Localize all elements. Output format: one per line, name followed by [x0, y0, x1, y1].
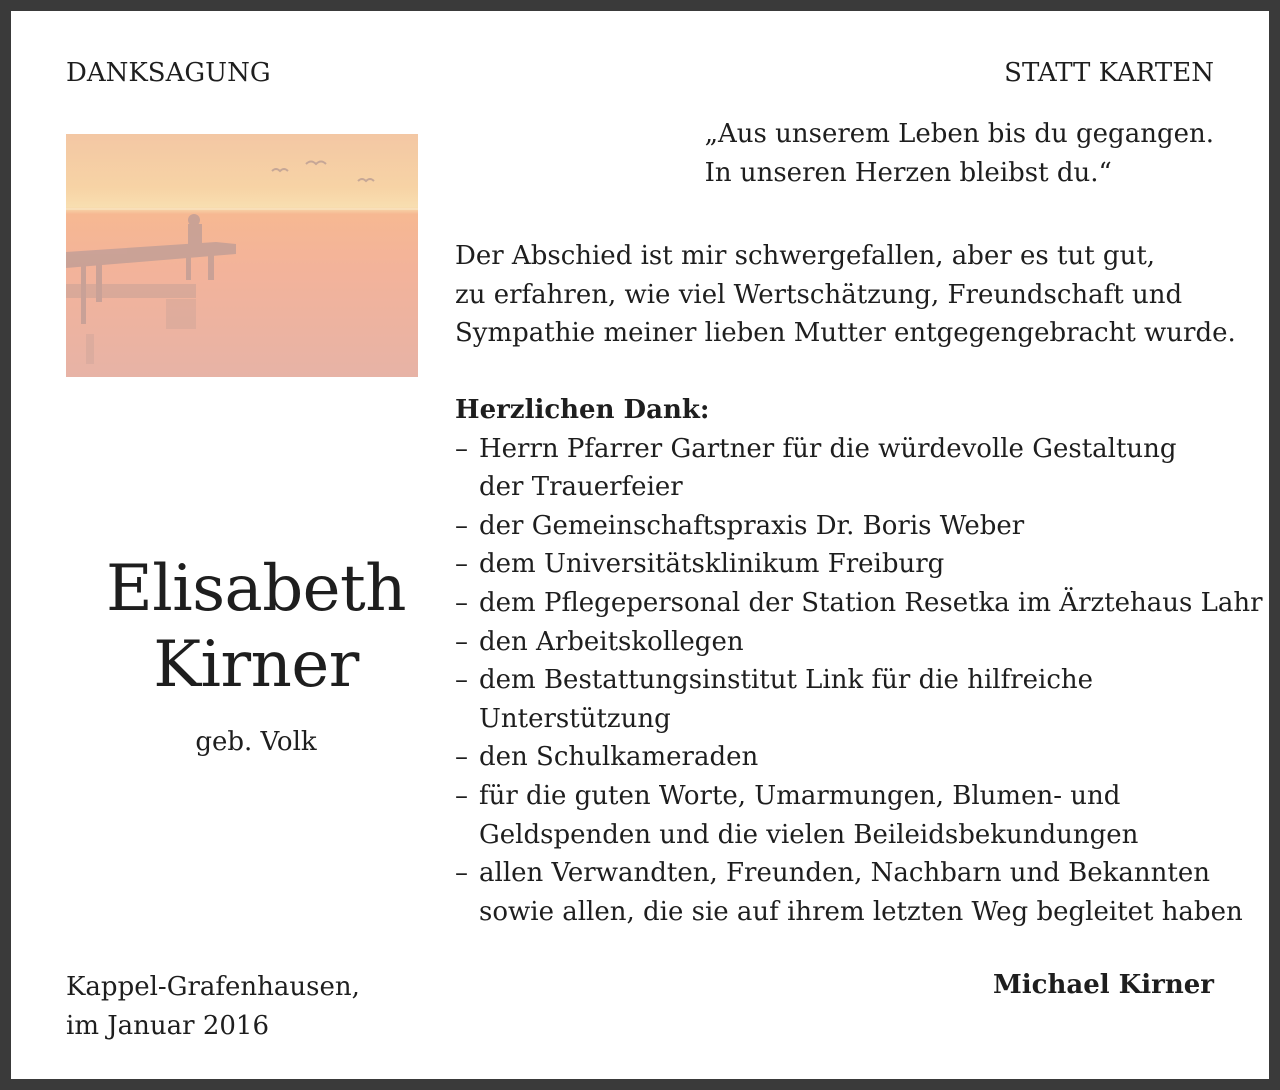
list-item — [455, 545, 1263, 584]
list-item — [455, 507, 1263, 546]
list-item-line: der Trauerfeier — [479, 472, 683, 503]
quote — [705, 115, 1214, 192]
thanks-list — [455, 391, 1263, 931]
list-item — [455, 738, 1263, 777]
dash: – — [455, 510, 468, 541]
dash: – — [455, 665, 468, 696]
dash: – — [455, 549, 468, 580]
intro-line: Sympathie meiner lieben Mutter entgegengebracht wurde. — [455, 318, 1236, 349]
signer-name: Michael Kirner — [992, 970, 1214, 1000]
list-item-line: den Arbeitskollegen — [479, 626, 744, 657]
list-item-line: allen Verwandten, Freunden, Nachbarn und Bekannten — [479, 858, 1210, 889]
place-line: Kappel-Grafenhausen, — [66, 972, 360, 1002]
sunset-pier-image — [66, 134, 418, 377]
deceased-name-block — [66, 551, 446, 761]
header-statt-karten: STATT KARTEN — [1004, 58, 1214, 88]
list-item-line: den Schulkameraden — [479, 742, 759, 773]
dash: – — [455, 626, 468, 657]
list-item — [455, 584, 1263, 623]
list-item — [455, 661, 1263, 738]
quote-line: In unseren Herzen bleibst du.“ — [704, 157, 1112, 188]
list-item — [455, 623, 1263, 662]
deceased-last-name: Kirner — [153, 628, 359, 702]
thanks-heading: Herzlichen Dank: — [455, 395, 710, 425]
list-item-line: für die guten Worte, Umarmungen, Blumen- und — [479, 780, 1121, 811]
list-item-line: der Gemeinschaftspraxis Dr. Boris Weber — [479, 510, 1025, 541]
dash: – — [455, 433, 468, 464]
deceased-first-name: Elisabeth — [106, 552, 406, 626]
dash: – — [455, 780, 468, 811]
list-item-line: dem Pflegepersonal der Station Resetka im Ärztehaus Lahr — [479, 587, 1263, 618]
place-date — [66, 968, 360, 1045]
list-item-line: sowie allen, die sie auf ihrem letzten Weg begleitet haben — [479, 896, 1243, 927]
intro-line: Der Abschied ist mir schwergefallen, aber es tut gut, — [455, 241, 1156, 271]
quote-line: „Aus unserem Leben bis du gegangen. — [704, 119, 1214, 149]
obituary-card — [11, 11, 1269, 1079]
list-item-line: dem Universitätsklinikum Freiburg — [479, 549, 945, 580]
list-item-line: Unterstützung — [479, 703, 671, 734]
sunset-pier-illustration — [66, 134, 418, 377]
header-danksagung: DANKSAGUNG — [66, 58, 271, 88]
dash: – — [455, 742, 468, 773]
dash: – — [455, 858, 468, 889]
list-item-line: dem Bestattungsinstitut Link für die hilfreiche — [479, 665, 1094, 696]
list-item — [455, 430, 1263, 507]
list-item — [455, 777, 1263, 854]
list-item-line: Geldspenden und die vielen Beileidsbekundungen — [479, 819, 1139, 850]
list-item-line: Herrn Pfarrer Gartner für die würdevolle Gestaltung — [479, 433, 1177, 464]
list-item — [455, 854, 1263, 931]
intro-text — [455, 237, 1236, 353]
date-line: im Januar 2016 — [66, 1010, 270, 1041]
birth-name: geb. Volk — [195, 727, 317, 757]
dash: – — [455, 587, 468, 618]
intro-line: zu erfahren, wie viel Wertschätzung, Freundschaft und — [455, 279, 1183, 310]
